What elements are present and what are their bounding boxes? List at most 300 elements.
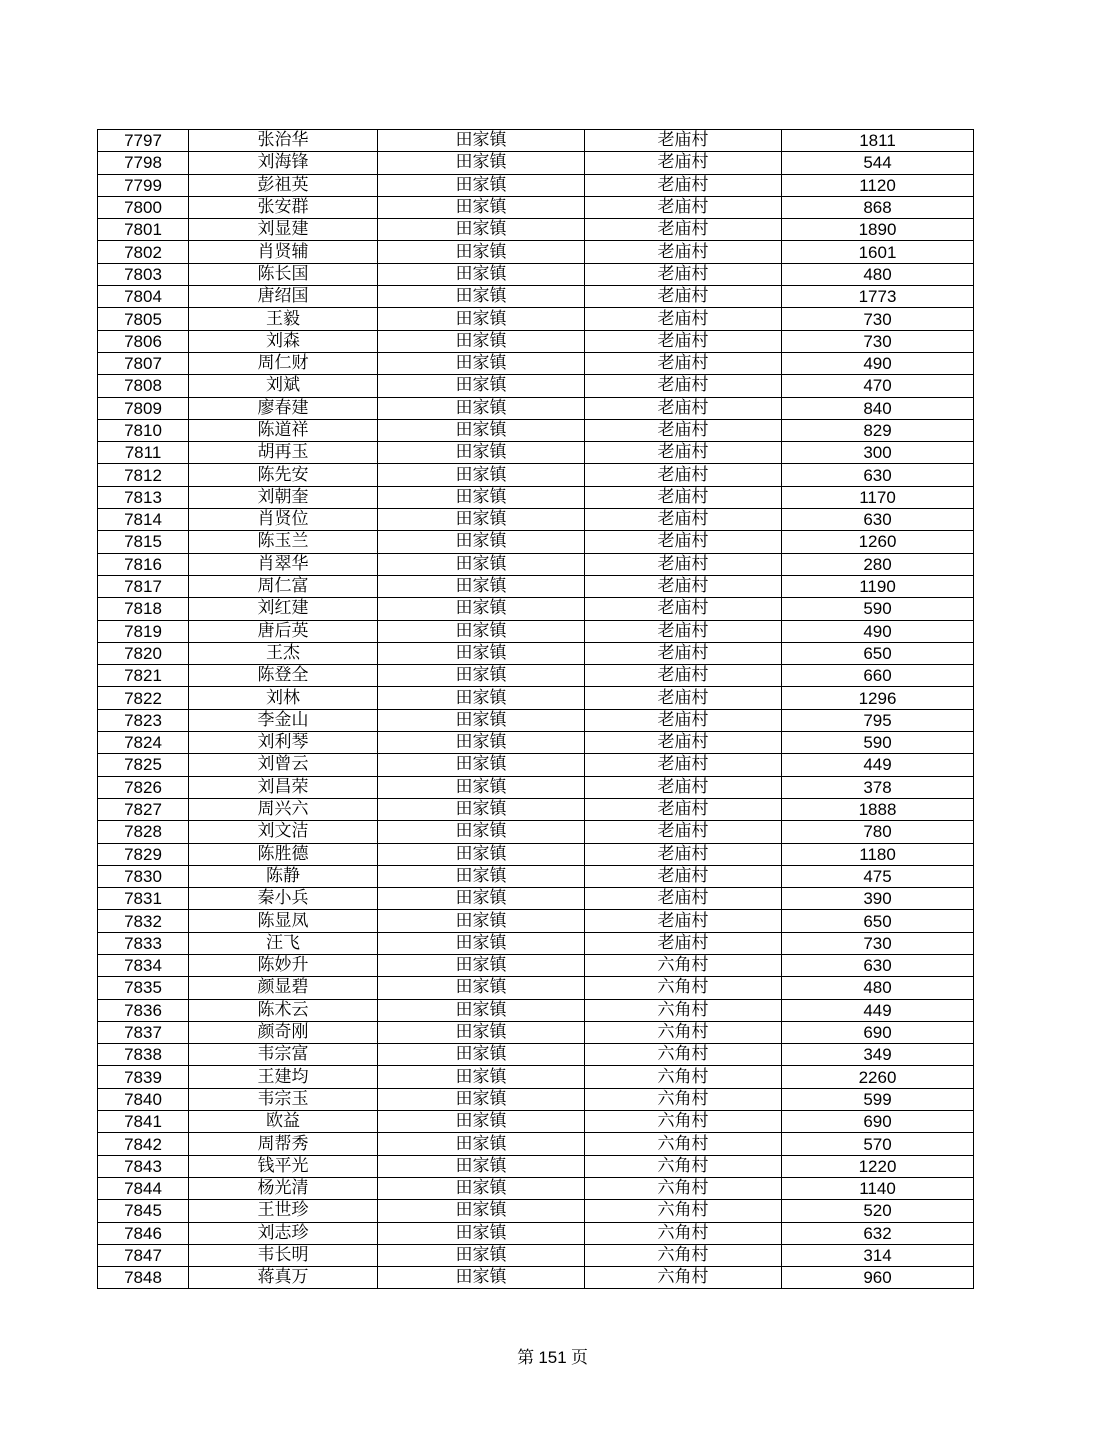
table-row — [98, 1267, 974, 1289]
amount-cell: 795 — [782, 709, 974, 731]
name-cell: 唐后英 — [189, 620, 378, 642]
table-row — [98, 776, 974, 798]
amount-cell: 829 — [782, 419, 974, 441]
village-cell: 老庙村 — [585, 330, 782, 352]
village-cell: 老庙村 — [585, 642, 782, 664]
table-row — [98, 932, 974, 954]
row-number-cell: 7812 — [98, 464, 189, 486]
amount-cell: 1220 — [782, 1155, 974, 1177]
row-number-cell: 7847 — [98, 1244, 189, 1266]
row-number-cell: 7798 — [98, 152, 189, 174]
name-cell: 汪飞 — [189, 932, 378, 954]
village-cell: 老庙村 — [585, 419, 782, 441]
name-cell: 陈静 — [189, 865, 378, 887]
row-number-cell: 7826 — [98, 776, 189, 798]
name-cell: 刘曾云 — [189, 754, 378, 776]
amount-cell: 378 — [782, 776, 974, 798]
amount-cell: 300 — [782, 442, 974, 464]
town-cell: 田家镇 — [378, 352, 585, 374]
table-row — [98, 352, 974, 374]
row-number-cell: 7797 — [98, 130, 189, 152]
amount-cell: 314 — [782, 1244, 974, 1266]
name-cell: 肖贤辅 — [189, 241, 378, 263]
village-cell: 老庙村 — [585, 397, 782, 419]
town-cell: 田家镇 — [378, 130, 585, 152]
page-footer-suffix: 页 — [570, 1348, 588, 1368]
village-cell: 老庙村 — [585, 464, 782, 486]
town-cell: 田家镇 — [378, 1044, 585, 1066]
amount-cell: 480 — [782, 263, 974, 285]
town-cell: 田家镇 — [378, 486, 585, 508]
village-cell: 老庙村 — [585, 709, 782, 731]
name-cell: 秦小兵 — [189, 888, 378, 910]
town-cell: 田家镇 — [378, 442, 585, 464]
amount-cell: 730 — [782, 308, 974, 330]
village-cell: 老庙村 — [585, 174, 782, 196]
table-row — [98, 330, 974, 352]
village-cell: 六角村 — [585, 1177, 782, 1199]
village-cell: 老庙村 — [585, 665, 782, 687]
name-cell: 陈显凤 — [189, 910, 378, 932]
town-cell: 田家镇 — [378, 575, 585, 597]
amount-cell: 1260 — [782, 531, 974, 553]
row-number-cell: 7800 — [98, 196, 189, 218]
table-row — [98, 620, 974, 642]
row-number-cell: 7810 — [98, 419, 189, 441]
town-cell: 田家镇 — [378, 977, 585, 999]
village-cell: 老庙村 — [585, 843, 782, 865]
town-cell: 田家镇 — [378, 1021, 585, 1043]
table-row — [98, 219, 974, 241]
table-row — [98, 1155, 974, 1177]
row-number-cell: 7814 — [98, 509, 189, 531]
town-cell: 田家镇 — [378, 687, 585, 709]
row-number-cell: 7799 — [98, 174, 189, 196]
town-cell: 田家镇 — [378, 821, 585, 843]
village-cell: 六角村 — [585, 1111, 782, 1133]
name-cell: 陈玉兰 — [189, 531, 378, 553]
row-number-cell: 7807 — [98, 352, 189, 374]
amount-cell: 590 — [782, 732, 974, 754]
row-number-cell: 7835 — [98, 977, 189, 999]
table-row — [98, 1111, 974, 1133]
table-row — [98, 865, 974, 887]
village-cell: 老庙村 — [585, 732, 782, 754]
row-number-cell: 7824 — [98, 732, 189, 754]
row-number-cell: 7819 — [98, 620, 189, 642]
town-cell: 田家镇 — [378, 397, 585, 419]
village-cell: 老庙村 — [585, 932, 782, 954]
row-number-cell: 7837 — [98, 1021, 189, 1043]
amount-cell: 599 — [782, 1088, 974, 1110]
amount-cell: 868 — [782, 196, 974, 218]
village-cell: 老庙村 — [585, 308, 782, 330]
town-cell: 田家镇 — [378, 776, 585, 798]
village-cell: 老庙村 — [585, 241, 782, 263]
town-cell: 田家镇 — [378, 308, 585, 330]
table-row — [98, 709, 974, 731]
row-number-cell: 7842 — [98, 1133, 189, 1155]
village-cell: 老庙村 — [585, 263, 782, 285]
row-number-cell: 7836 — [98, 999, 189, 1021]
table-row — [98, 442, 974, 464]
name-cell: 陈胜德 — [189, 843, 378, 865]
table-row — [98, 1133, 974, 1155]
amount-cell: 632 — [782, 1222, 974, 1244]
town-cell: 田家镇 — [378, 1200, 585, 1222]
town-cell: 田家镇 — [378, 732, 585, 754]
amount-cell: 1190 — [782, 575, 974, 597]
name-cell: 蒋真万 — [189, 1267, 378, 1289]
table-row — [98, 732, 974, 754]
amount-cell: 730 — [782, 330, 974, 352]
name-cell: 韦长明 — [189, 1244, 378, 1266]
row-number-cell: 7832 — [98, 910, 189, 932]
town-cell: 田家镇 — [378, 1088, 585, 1110]
town-cell: 田家镇 — [378, 1222, 585, 1244]
row-number-cell: 7817 — [98, 575, 189, 597]
name-cell: 王毅 — [189, 308, 378, 330]
village-cell: 六角村 — [585, 1133, 782, 1155]
amount-cell: 1120 — [782, 174, 974, 196]
table-row — [98, 1177, 974, 1199]
name-cell: 周仁富 — [189, 575, 378, 597]
village-cell: 老庙村 — [585, 798, 782, 820]
amount-cell: 480 — [782, 977, 974, 999]
table-row — [98, 464, 974, 486]
row-number-cell: 7816 — [98, 553, 189, 575]
table-row — [98, 821, 974, 843]
table-row — [98, 598, 974, 620]
row-number-cell: 7846 — [98, 1222, 189, 1244]
village-cell: 老庙村 — [585, 442, 782, 464]
village-cell: 老庙村 — [585, 152, 782, 174]
village-cell: 老庙村 — [585, 509, 782, 531]
table-row — [98, 1021, 974, 1043]
town-cell: 田家镇 — [378, 553, 585, 575]
table-row — [98, 1044, 974, 1066]
amount-cell: 1888 — [782, 798, 974, 820]
row-number-cell: 7843 — [98, 1155, 189, 1177]
town-cell: 田家镇 — [378, 754, 585, 776]
table-row — [98, 888, 974, 910]
amount-cell: 630 — [782, 464, 974, 486]
village-cell: 六角村 — [585, 1066, 782, 1088]
town-cell: 田家镇 — [378, 152, 585, 174]
town-cell: 田家镇 — [378, 598, 585, 620]
row-number-cell: 7815 — [98, 531, 189, 553]
name-cell: 欧益 — [189, 1111, 378, 1133]
town-cell: 田家镇 — [378, 509, 585, 531]
amount-cell: 1170 — [782, 486, 974, 508]
amount-cell: 690 — [782, 1021, 974, 1043]
table-row — [98, 843, 974, 865]
row-number-cell: 7813 — [98, 486, 189, 508]
name-cell: 陈长国 — [189, 263, 378, 285]
amount-cell: 475 — [782, 865, 974, 887]
village-cell: 老庙村 — [585, 754, 782, 776]
row-number-cell: 7838 — [98, 1044, 189, 1066]
name-cell: 刘斌 — [189, 375, 378, 397]
page-number: 151 — [538, 1348, 567, 1367]
name-cell: 韦宗玉 — [189, 1088, 378, 1110]
name-cell: 陈术云 — [189, 999, 378, 1021]
name-cell: 刘朝奎 — [189, 486, 378, 508]
village-cell: 六角村 — [585, 1244, 782, 1266]
village-cell: 老庙村 — [585, 598, 782, 620]
name-cell: 廖春建 — [189, 397, 378, 419]
town-cell: 田家镇 — [378, 1244, 585, 1266]
table-row — [98, 665, 974, 687]
name-cell: 韦宗富 — [189, 1044, 378, 1066]
register-table-body — [98, 130, 974, 1289]
name-cell: 王建均 — [189, 1066, 378, 1088]
village-cell: 老庙村 — [585, 130, 782, 152]
village-cell: 六角村 — [585, 1044, 782, 1066]
town-cell: 田家镇 — [378, 888, 585, 910]
village-cell: 六角村 — [585, 954, 782, 976]
row-number-cell: 7811 — [98, 442, 189, 464]
village-cell: 老庙村 — [585, 776, 782, 798]
register-table — [97, 129, 974, 1289]
town-cell: 田家镇 — [378, 954, 585, 976]
name-cell: 李金山 — [189, 709, 378, 731]
table-row — [98, 1088, 974, 1110]
amount-cell: 570 — [782, 1133, 974, 1155]
table-row — [98, 152, 974, 174]
town-cell: 田家镇 — [378, 196, 585, 218]
town-cell: 田家镇 — [378, 642, 585, 664]
name-cell: 刘志珍 — [189, 1222, 378, 1244]
town-cell: 田家镇 — [378, 999, 585, 1021]
name-cell: 唐绍国 — [189, 286, 378, 308]
amount-cell: 780 — [782, 821, 974, 843]
row-number-cell: 7822 — [98, 687, 189, 709]
village-cell: 六角村 — [585, 1200, 782, 1222]
row-number-cell: 7834 — [98, 954, 189, 976]
row-number-cell: 7840 — [98, 1088, 189, 1110]
table-row — [98, 642, 974, 664]
name-cell: 陈先安 — [189, 464, 378, 486]
name-cell: 周帮秀 — [189, 1133, 378, 1155]
table-row — [98, 196, 974, 218]
name-cell: 肖翠华 — [189, 553, 378, 575]
table-row — [98, 375, 974, 397]
village-cell: 老庙村 — [585, 553, 782, 575]
name-cell: 张安群 — [189, 196, 378, 218]
table-row — [98, 1244, 974, 1266]
amount-cell: 650 — [782, 910, 974, 932]
row-number-cell: 7841 — [98, 1111, 189, 1133]
name-cell: 陈登全 — [189, 665, 378, 687]
town-cell: 田家镇 — [378, 843, 585, 865]
table-row — [98, 977, 974, 999]
table-row — [98, 419, 974, 441]
village-cell: 老庙村 — [585, 196, 782, 218]
amount-cell: 490 — [782, 620, 974, 642]
town-cell: 田家镇 — [378, 1133, 585, 1155]
name-cell: 周兴六 — [189, 798, 378, 820]
row-number-cell: 7808 — [98, 375, 189, 397]
table-row — [98, 954, 974, 976]
town-cell: 田家镇 — [378, 174, 585, 196]
table-row — [98, 397, 974, 419]
table-row — [98, 263, 974, 285]
village-cell: 六角村 — [585, 1088, 782, 1110]
village-cell: 老庙村 — [585, 531, 782, 553]
town-cell: 田家镇 — [378, 219, 585, 241]
row-number-cell: 7828 — [98, 821, 189, 843]
amount-cell: 470 — [782, 375, 974, 397]
town-cell: 田家镇 — [378, 330, 585, 352]
village-cell: 六角村 — [585, 1155, 782, 1177]
village-cell: 六角村 — [585, 999, 782, 1021]
name-cell: 刘森 — [189, 330, 378, 352]
name-cell: 刘文洁 — [189, 821, 378, 843]
row-number-cell: 7830 — [98, 865, 189, 887]
name-cell: 周仁财 — [189, 352, 378, 374]
village-cell: 六角村 — [585, 1267, 782, 1289]
name-cell: 张治华 — [189, 130, 378, 152]
name-cell: 刘海锋 — [189, 152, 378, 174]
name-cell: 刘利琴 — [189, 732, 378, 754]
amount-cell: 690 — [782, 1111, 974, 1133]
table-row — [98, 1222, 974, 1244]
village-cell: 老庙村 — [585, 219, 782, 241]
name-cell: 陈妙升 — [189, 954, 378, 976]
amount-cell: 449 — [782, 999, 974, 1021]
table-row — [98, 999, 974, 1021]
name-cell: 颜显碧 — [189, 977, 378, 999]
town-cell: 田家镇 — [378, 865, 585, 887]
village-cell: 老庙村 — [585, 575, 782, 597]
village-cell: 老庙村 — [585, 486, 782, 508]
town-cell: 田家镇 — [378, 665, 585, 687]
table-row — [98, 286, 974, 308]
village-cell: 六角村 — [585, 1222, 782, 1244]
town-cell: 田家镇 — [378, 620, 585, 642]
town-cell: 田家镇 — [378, 286, 585, 308]
row-number-cell: 7825 — [98, 754, 189, 776]
row-number-cell: 7821 — [98, 665, 189, 687]
amount-cell: 1140 — [782, 1177, 974, 1199]
village-cell: 老庙村 — [585, 865, 782, 887]
name-cell: 肖贤位 — [189, 509, 378, 531]
page-footer-prefix: 第 — [517, 1348, 535, 1368]
row-number-cell: 7801 — [98, 219, 189, 241]
village-cell: 老庙村 — [585, 620, 782, 642]
row-number-cell: 7823 — [98, 709, 189, 731]
name-cell: 王世珍 — [189, 1200, 378, 1222]
village-cell: 老庙村 — [585, 286, 782, 308]
village-cell: 老庙村 — [585, 821, 782, 843]
amount-cell: 390 — [782, 888, 974, 910]
table-row — [98, 486, 974, 508]
village-cell: 老庙村 — [585, 687, 782, 709]
amount-cell: 730 — [782, 932, 974, 954]
amount-cell: 449 — [782, 754, 974, 776]
name-cell: 刘昌荣 — [189, 776, 378, 798]
town-cell: 田家镇 — [378, 375, 585, 397]
amount-cell: 630 — [782, 509, 974, 531]
amount-cell: 1601 — [782, 241, 974, 263]
town-cell: 田家镇 — [378, 531, 585, 553]
table-row — [98, 509, 974, 531]
amount-cell: 1773 — [782, 286, 974, 308]
town-cell: 田家镇 — [378, 932, 585, 954]
row-number-cell: 7844 — [98, 1177, 189, 1199]
row-number-cell: 7804 — [98, 286, 189, 308]
table-row — [98, 174, 974, 196]
town-cell: 田家镇 — [378, 464, 585, 486]
row-number-cell: 7839 — [98, 1066, 189, 1088]
amount-cell: 1811 — [782, 130, 974, 152]
row-number-cell: 7827 — [98, 798, 189, 820]
village-cell: 老庙村 — [585, 910, 782, 932]
town-cell: 田家镇 — [378, 1177, 585, 1199]
table-row — [98, 1200, 974, 1222]
table-row — [98, 575, 974, 597]
row-number-cell: 7805 — [98, 308, 189, 330]
town-cell: 田家镇 — [378, 241, 585, 263]
page-footer — [0, 1343, 1105, 1368]
village-cell: 老庙村 — [585, 888, 782, 910]
table-row — [98, 130, 974, 152]
village-cell: 老庙村 — [585, 352, 782, 374]
town-cell: 田家镇 — [378, 798, 585, 820]
row-number-cell: 7845 — [98, 1200, 189, 1222]
town-cell: 田家镇 — [378, 419, 585, 441]
amount-cell: 520 — [782, 1200, 974, 1222]
name-cell: 杨光清 — [189, 1177, 378, 1199]
name-cell: 钱平光 — [189, 1155, 378, 1177]
row-number-cell: 7806 — [98, 330, 189, 352]
town-cell: 田家镇 — [378, 263, 585, 285]
table-row — [98, 531, 974, 553]
village-cell: 老庙村 — [585, 375, 782, 397]
name-cell: 颜奇刚 — [189, 1021, 378, 1043]
row-number-cell: 7809 — [98, 397, 189, 419]
table-row — [98, 798, 974, 820]
name-cell: 王杰 — [189, 642, 378, 664]
town-cell: 田家镇 — [378, 709, 585, 731]
table-row — [98, 553, 974, 575]
amount-cell: 630 — [782, 954, 974, 976]
amount-cell: 840 — [782, 397, 974, 419]
amount-cell: 544 — [782, 152, 974, 174]
name-cell: 彭祖英 — [189, 174, 378, 196]
row-number-cell: 7802 — [98, 241, 189, 263]
row-number-cell: 7831 — [98, 888, 189, 910]
row-number-cell: 7803 — [98, 263, 189, 285]
table-row — [98, 241, 974, 263]
amount-cell: 1296 — [782, 687, 974, 709]
amount-cell: 349 — [782, 1044, 974, 1066]
table-row — [98, 1066, 974, 1088]
village-cell: 六角村 — [585, 977, 782, 999]
town-cell: 田家镇 — [378, 1111, 585, 1133]
name-cell: 胡再玉 — [189, 442, 378, 464]
amount-cell: 660 — [782, 665, 974, 687]
row-number-cell: 7829 — [98, 843, 189, 865]
name-cell: 刘林 — [189, 687, 378, 709]
amount-cell: 590 — [782, 598, 974, 620]
village-cell: 六角村 — [585, 1021, 782, 1043]
amount-cell: 490 — [782, 352, 974, 374]
row-number-cell: 7833 — [98, 932, 189, 954]
name-cell: 陈道祥 — [189, 419, 378, 441]
row-number-cell: 7820 — [98, 642, 189, 664]
